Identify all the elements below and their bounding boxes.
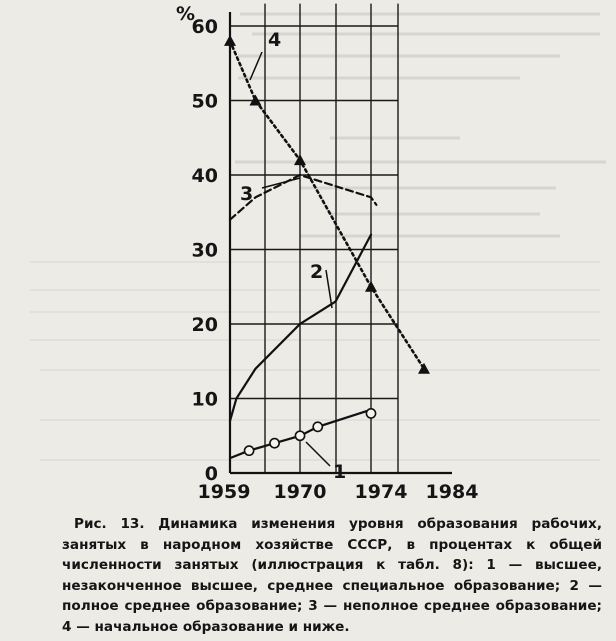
series-1-point-3 bbox=[313, 422, 322, 431]
y-tick-label-40: 40 bbox=[191, 165, 218, 187]
series-4-label: 4 bbox=[268, 29, 282, 51]
series-2-leader bbox=[326, 270, 332, 308]
series-1-point-1 bbox=[270, 439, 279, 448]
series-4-point-4 bbox=[418, 363, 430, 374]
label-layer bbox=[176, 3, 478, 503]
axis-layer bbox=[230, 12, 452, 473]
series-1-point-0 bbox=[244, 446, 253, 455]
series-3-label: 3 bbox=[240, 183, 254, 205]
series-2-label: 2 bbox=[310, 261, 324, 283]
y-tick-label-30: 30 bbox=[191, 239, 218, 262]
series-1-point-2 bbox=[295, 431, 304, 440]
x-tick-label-1984: 1984 bbox=[425, 481, 479, 503]
y-tick-label-0: 0 bbox=[204, 463, 218, 485]
x-tick-label-1974: 1974 bbox=[354, 481, 408, 503]
series-4-point-0 bbox=[224, 35, 236, 46]
series-1-point-4 bbox=[366, 409, 375, 418]
x-tick-label-1959: 1959 bbox=[197, 481, 251, 503]
y-tick-label-60: 60 bbox=[191, 16, 218, 38]
series-3-leader bbox=[262, 178, 300, 188]
y-tick-label-20: 20 bbox=[191, 314, 218, 336]
figure-caption: Рис. 13. Динамика изменения уровня образования рабочих, занятых в народном хозяйстве СССР, в процентах к общей численности занятых (иллюстрация к табл. 8): 1 — высшее, незаконченное высшее, среднее специальное образование; 2 — полное среднее образование; 3 — неполное среднее образование; 4 — начальное образование и ниже. bbox=[62, 516, 602, 635]
series-4-leader bbox=[250, 52, 262, 80]
y-unit-label: % bbox=[176, 3, 196, 25]
y-tick-label-10: 10 bbox=[191, 388, 218, 411]
series-layer bbox=[224, 35, 430, 458]
series-4-point-3 bbox=[365, 281, 377, 292]
grid-layer bbox=[230, 4, 398, 473]
y-tick-label-50: 50 bbox=[191, 90, 218, 113]
series-4-line bbox=[230, 41, 424, 369]
series-1-label: 1 bbox=[333, 461, 347, 483]
x-tick-label-1970: 1970 bbox=[273, 481, 327, 503]
series-1-leader bbox=[306, 442, 330, 466]
